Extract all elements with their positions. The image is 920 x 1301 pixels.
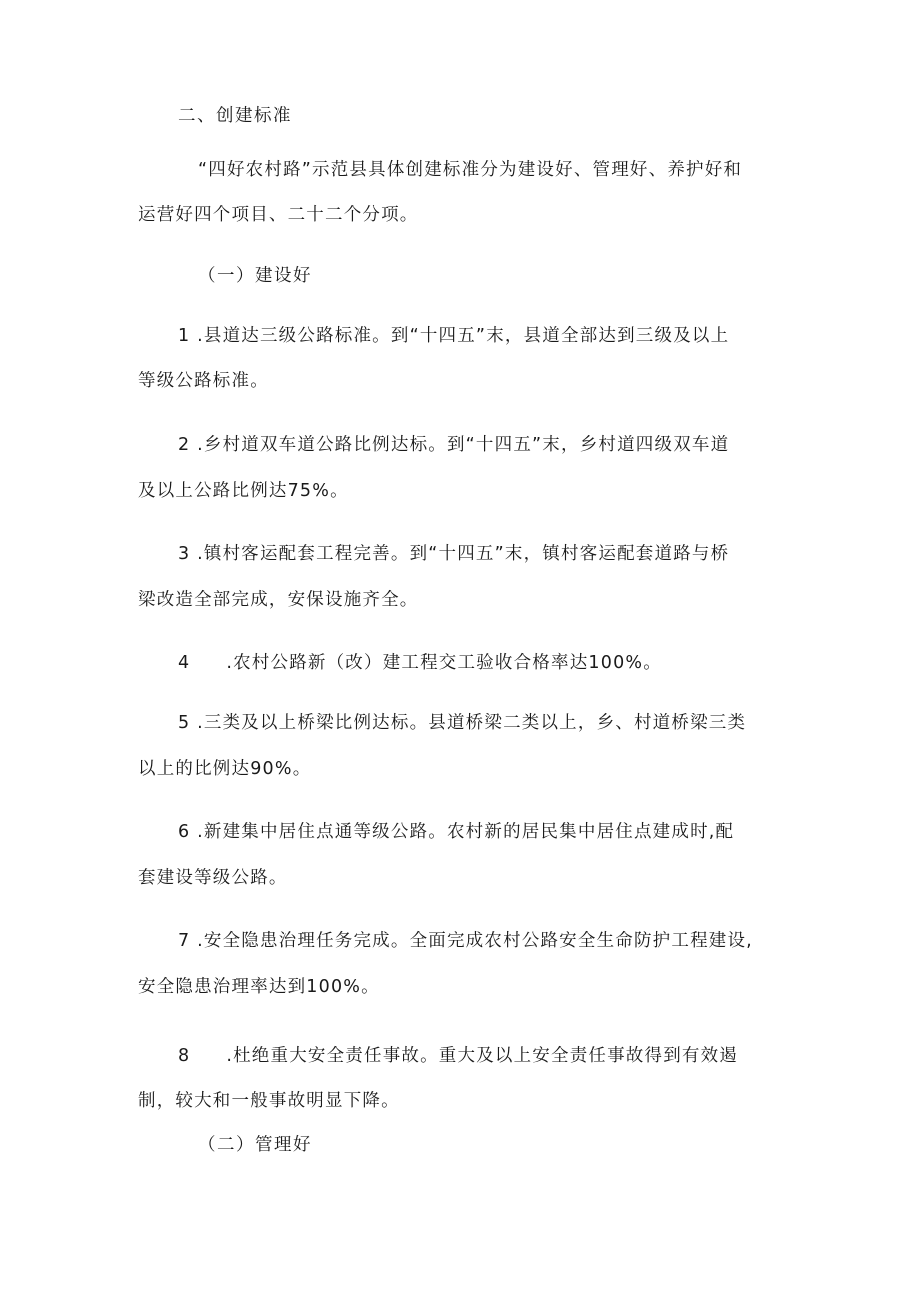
list-item bbox=[178, 433, 729, 457]
item-continuation: 及以上公路比例达75%。 bbox=[138, 481, 349, 501]
intro-line-2: 运营好四个项目、二十二个分项。 bbox=[138, 205, 419, 225]
item-text: .新建集中居住点通等级公路。农村新的居民集中居住点建成时,配 bbox=[197, 822, 735, 842]
list-item bbox=[178, 324, 729, 348]
subsection-heading-management: （二）管理好 bbox=[198, 1135, 312, 1155]
item-continuation: 套建设等级公路。 bbox=[138, 868, 288, 888]
list-item bbox=[178, 651, 662, 675]
item-continuation: 安全隐患治理率达到100%。 bbox=[138, 977, 380, 997]
item-continuation: 制，较大和一般事故明显下降。 bbox=[138, 1091, 400, 1111]
item-text: .三类及以上桥梁比例达标。县道桥梁二类以上，乡、村道桥梁三类 bbox=[197, 713, 747, 733]
item-text: .乡村道双车道公路比例达标。到“十四五”末，乡村道四级双车道 bbox=[197, 435, 730, 455]
item-continuation: 等级公路标准。 bbox=[138, 371, 269, 391]
list-item bbox=[178, 542, 729, 566]
item-number: 8 bbox=[178, 1046, 191, 1066]
intro-line-1: “四好农村路”示范县具体创建标准分为建设好、管理好、养护好和 bbox=[198, 160, 743, 180]
item-text: .县道达三级公路标准。到“十四五”末，县道全部达到三级及以上 bbox=[197, 326, 730, 346]
item-text: .安全隐患治理任务完成。全面完成农村公路安全生命防护工程建设, bbox=[197, 931, 753, 951]
item-continuation: 以上的比例达90%。 bbox=[138, 759, 312, 779]
subsection-heading-construction: （一）建设好 bbox=[198, 266, 312, 286]
list-item bbox=[178, 1044, 738, 1068]
item-number: 4 bbox=[178, 653, 191, 673]
item-number: 3 bbox=[178, 544, 191, 564]
item-number: 6 bbox=[178, 822, 191, 842]
item-text: .镇村客运配套工程完善。到“十四五”末，镇村客运配套道路与桥 bbox=[197, 544, 730, 564]
item-number: 1 bbox=[178, 326, 191, 346]
item-text: .杜绝重大安全责任事故。重大及以上安全责任事故得到有效遏 bbox=[226, 1046, 739, 1066]
list-item bbox=[178, 711, 746, 735]
item-number: 2 bbox=[178, 435, 191, 455]
item-continuation: 梁改造全部完成，安保设施齐全。 bbox=[138, 590, 419, 610]
item-text: .农村公路新（改）建工程交工验收合格率达100%。 bbox=[226, 653, 662, 673]
list-item bbox=[178, 820, 734, 844]
item-number: 7 bbox=[178, 931, 191, 951]
item-number: 5 bbox=[178, 713, 191, 733]
list-item bbox=[178, 929, 753, 953]
section-heading: 二、创建标准 bbox=[178, 106, 292, 126]
